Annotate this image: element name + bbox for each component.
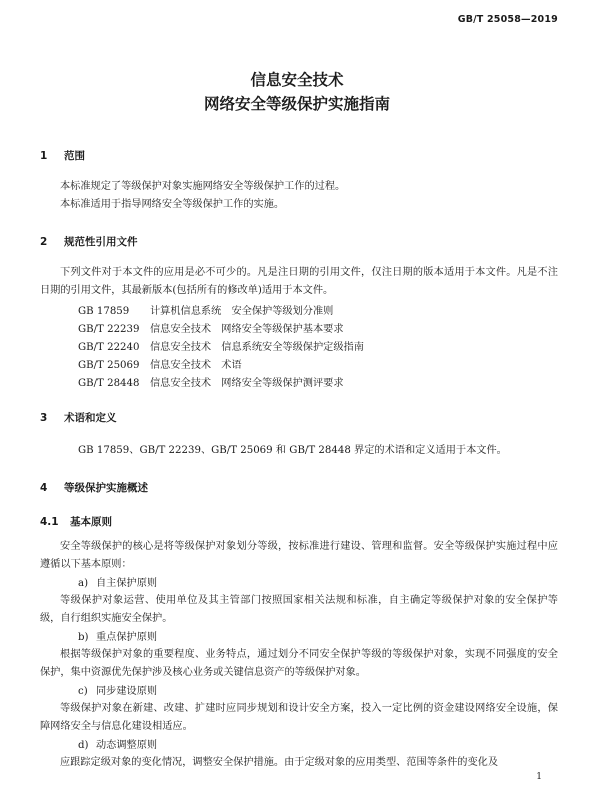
section-number: 4: [40, 482, 48, 494]
list-marker: a): [78, 578, 89, 589]
reference-title: 信息安全技术 术语: [150, 360, 242, 371]
principle-title: 自主保护原则: [96, 578, 158, 589]
section-number: 4.1: [40, 516, 59, 528]
section-title: 范围: [64, 150, 85, 162]
section-4-heading: [40, 480, 148, 495]
principle-title: 重点保护原则: [96, 632, 158, 643]
section-1-heading: [40, 148, 85, 163]
principle-c-text: 等级保护对象在新建、改建、扩建时应同步规划和设计安全方案，投入一定比例的资金建设网络安全设施，保障网络安全与信息化建设相适应。: [40, 703, 558, 732]
reference-title: 信息安全技术 信息系统安全等级保护定级指南: [150, 342, 364, 353]
list-marker: b): [78, 632, 89, 643]
section-title: 规范性引用文件: [64, 236, 138, 248]
reference-code: GB 17859: [78, 306, 130, 317]
reference-code: GB/T 28448: [78, 378, 140, 389]
section-title: 等级保护实施概述: [64, 482, 148, 494]
principle-d-text: 应跟踪定级对象的变化情况，调整安全保护措施。由于定级对象的应用类型、范围等条件的变化及: [60, 757, 499, 768]
reference-item: [78, 320, 344, 335]
principle-d-label: [78, 736, 157, 751]
section-4-1-heading: [40, 514, 112, 529]
section-number: 1: [40, 150, 48, 162]
doc-title-line1: 信息安全技术: [250, 71, 344, 89]
principle-title: 同步建设原则: [96, 686, 158, 697]
reference-item: [78, 302, 333, 317]
principle-b-text: 根据等级保护对象的重要程度、业务特点，通过划分不同安全保护等级的等级保护对象，实现不同强度的安全保护，集中资源优先保护涉及核心业务或关键信息资产的等级保护对象。: [40, 649, 558, 678]
reference-item: [78, 374, 344, 389]
page-number: 1: [536, 772, 542, 782]
principle-b-label: [78, 628, 157, 643]
section-2-paragraph: 下列文件对于本文件的应用是必不可少的。凡是注日期的引用文件，仅注日期的版本适用于本文件。凡是不注日期的引用文件，其最新版本(包括所有的修改单)适用于本文件。: [40, 267, 558, 296]
reference-title: 计算机信息系统 安全保护等级划分准则: [150, 306, 334, 317]
section-2-heading: [40, 234, 138, 249]
principle-a-label: [78, 574, 157, 589]
section-title: 基本原则: [70, 516, 112, 528]
reference-title: 信息安全技术 网络安全等级保护测评要求: [150, 378, 344, 389]
reference-code: GB/T 22239: [78, 324, 140, 335]
section-1-paragraph-2: 本标准适用于指导网络安全等级保护工作的实施。: [60, 199, 285, 210]
section-title: 术语和定义: [64, 412, 117, 424]
section-4-1-intro: 安全等级保护的核心是将等级保护对象划分等级，按标准进行建设、管理和监督。安全等级保护实施过程中应遵循以下基本原则：: [40, 541, 558, 570]
standard-code: GB/T 25058—2019: [457, 14, 558, 25]
reference-title: 信息安全技术 网络安全等级保护基本要求: [150, 324, 344, 335]
principle-title: 动态调整原则: [96, 740, 158, 751]
section-1-paragraph-1: 本标准规定了等级保护对象实施网络安全等级保护工作的过程。: [60, 181, 346, 192]
reference-item: [78, 356, 242, 371]
section-3-heading: [40, 410, 117, 425]
list-marker: c): [78, 686, 88, 697]
reference-code: GB/T 25069: [78, 360, 140, 371]
reference-item: [78, 338, 364, 353]
principle-a-text: 等级保护对象运营、使用单位及其主管部门按照国家相关法规和标准，自主确定等级保护对象的安全保护等级，自行组织实施安全保护。: [40, 595, 558, 624]
reference-code: GB/T 22240: [78, 342, 140, 353]
principle-c-label: [78, 682, 157, 697]
section-number: 3: [40, 412, 48, 424]
section-3-paragraph: GB 17859、GB/T 22239、GB/T 25069 和 GB/T 28448 界定的术语和定义适用于本文件。: [78, 445, 507, 456]
doc-title-line2: 网络安全等级保护实施指南: [203, 95, 390, 113]
section-number: 2: [40, 236, 48, 248]
list-marker: d): [78, 740, 89, 751]
